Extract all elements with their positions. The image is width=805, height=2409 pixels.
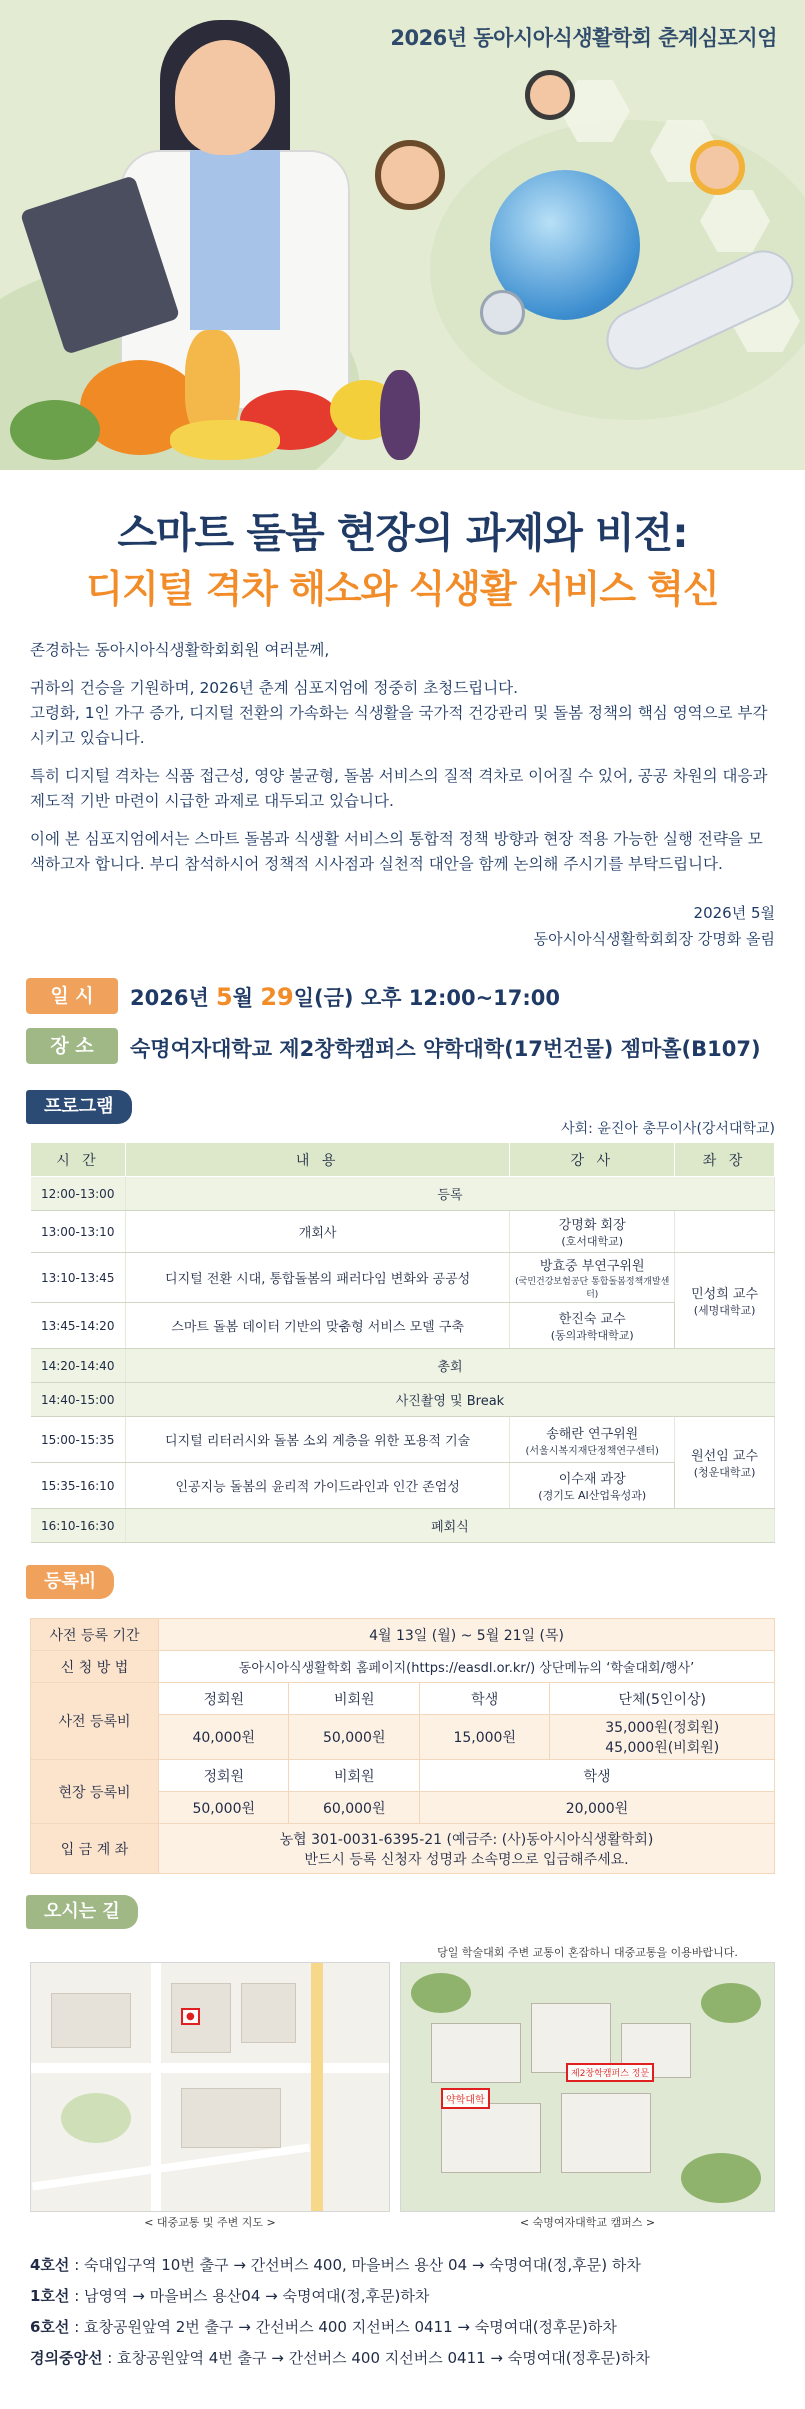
- campus-gate-marker: 제2창학캠퍼스 정문: [566, 2063, 654, 2082]
- fee-table: [30, 1618, 775, 1874]
- map-park: [61, 2093, 131, 2143]
- pharmacy-building-marker: 약학대학: [441, 2088, 490, 2109]
- map-main-road: [311, 1963, 323, 2212]
- venue-marker: ●: [181, 2008, 200, 2025]
- letter-signer: 동아시아식생활학회회장 강명화 올림: [533, 930, 775, 948]
- map-tree: [411, 1973, 471, 2013]
- girl-illustration: [690, 140, 745, 195]
- column-header-speaker: 강 사: [510, 1143, 675, 1177]
- table-row: 14:20-14:40 총회: [31, 1349, 775, 1383]
- map-road: [151, 1963, 161, 2212]
- table-row: 12:00-13:00 등록: [31, 1177, 775, 1211]
- boy-with-glasses-illustration: [375, 140, 445, 210]
- campus-map: [400, 1962, 775, 2212]
- map-building: [181, 2088, 281, 2148]
- transit-routes: [30, 2250, 790, 2374]
- date-label-tag: 일 시: [26, 978, 118, 1014]
- table-row: 13:00-13:10 개회사 강명화 회장 (호서대학교): [31, 1211, 775, 1253]
- broccoli-illustration: [10, 400, 100, 460]
- chair-cell: 민성희 교수 (세명대학교): [675, 1253, 775, 1349]
- map-road: [31, 2063, 390, 2073]
- map-building: [171, 1983, 231, 2053]
- event-venue: 숙명여자대학교 제2창학캠퍼스 약학대학(17번건물) 젬마홀(B107): [130, 1037, 761, 1061]
- invitation-letter: [30, 638, 775, 890]
- program-table: [30, 1142, 775, 1543]
- map-building: [51, 1993, 131, 2048]
- table-row: 40,000원 50,000원 15,000원 35,000원(정회원) 45,000원(비회원): [31, 1715, 775, 1760]
- letter-paragraph: 특히 디지털 격차는 식품 접근성, 영양 불균형, 돌봄 서비스의 질적 격차로 이어질 수 있어, 공공 차원의 대응과 제도적 기반 마련이 시급한 과제로 대두되고 있습니다.: [30, 767, 768, 810]
- woman-illustration-shirt: [190, 150, 280, 330]
- map-road: [32, 2144, 310, 2191]
- table-row: 13:10-13:45 디지털 전환 시대, 통합돌봄의 패러다임 변화와 공공성 방효중 부연구위원 (국민건강보험공단 통합돌봄정책개발센터) 민성희 교수 (세명대학교): [31, 1253, 775, 1303]
- hero-banner: [0, 0, 805, 470]
- headline-sub: 디지털 격차 해소와 식생활 서비스 혁신: [86, 567, 719, 611]
- table-row: 13:45-14:20 스마트 돌봄 데이터 기반의 맞춤형 서비스 모델 구축 한진숙 교수 (동의과학대학교): [31, 1303, 775, 1349]
- table-row: 현장 등록비 정회원 비회원 학생: [31, 1760, 775, 1792]
- child-illustration: [525, 70, 575, 120]
- letter-paragraph: 귀하의 건승을 기원하며, 2026년 춘계 심포지엄에 정중히 초청드립니다. 고령화, 1인 가구 증가, 디지털 전환의 가속화는 식생활을 국가적 건강관리 및 돌봄 정책의 핵심 영역으로 부각시키고 있습니다.: [30, 679, 768, 747]
- program-header-row: [31, 1143, 775, 1177]
- campus-building: [441, 2103, 541, 2173]
- table-row: 14:40-15:00 사진촬영 및 Break: [31, 1383, 775, 1417]
- fee-section-title: 등록비: [26, 1565, 114, 1599]
- letter-paragraph: 이에 본 심포지엄에서는 스마트 돌봄과 식생활 서비스의 통합적 정책 방향과 현장 적용 가능한 실행 전략을 모색하고자 합니다. 부디 참석하시어 정책적 시사점과 실천적 대안을 함께 논의해 주시기를 부탁드립니다.: [30, 830, 763, 873]
- list-item: 경의중앙선 : 효창공원앞역 4번 출구 → 간선버스 400 지선버스 0411 → 숙명여대(정후문)하차: [30, 2349, 650, 2367]
- eggplant-illustration: [380, 370, 420, 460]
- campus-building: [561, 2093, 651, 2173]
- venue-label-tag: 장 소: [26, 1028, 118, 1064]
- table-row: 사전 등록비 정회원 비회원 학생 단체(5인이상): [31, 1683, 775, 1715]
- campus-building: [431, 2023, 521, 2083]
- area-map: [30, 1962, 390, 2212]
- directions-section-title: 오시는 길: [26, 1895, 138, 1929]
- hero-title: 2026년 동아시아식생활학회 춘계심포지엄: [390, 26, 777, 50]
- map-building: [241, 1983, 296, 2043]
- table-row: 16:10-16:30 폐회식: [31, 1509, 775, 1543]
- column-header-chair: 좌 장: [675, 1143, 775, 1177]
- table-row: 15:00-15:35 디지털 리터러시와 돌봄 소외 계층을 위한 포용적 기술 송해란 연구위원 (서울시복지재단정책연구센터) 원선임 교수 (청운대학교): [31, 1417, 775, 1463]
- area-map-caption: < 대중교통 및 주변 지도 >: [144, 2216, 276, 2229]
- chair-cell: 원선임 교수 (청운대학교): [675, 1417, 775, 1509]
- banana-illustration: [170, 420, 280, 460]
- program-section-title: 프로그램: [26, 1090, 132, 1124]
- table-row: 입 금 계 좌 농협 301-0031-6395-21 (예금주: (사)동아시아식생활학회) 반드시 등록 신청자 성명과 소속명으로 입금해주세요.: [31, 1824, 775, 1874]
- woman-illustration-face: [175, 40, 275, 155]
- robot-illustration: [480, 290, 525, 335]
- letter-signature: [534, 900, 775, 952]
- letter-date: 2026년 5월: [693, 904, 775, 922]
- table-row: 15:35-16:10 인공지능 돌봄의 윤리적 가이드라인과 인간 존엄성 이수재 과장 (경기도 AI산업육성과): [31, 1463, 775, 1509]
- program-moderator: 사회: 윤진아 총무이사(강서대학교): [561, 1121, 775, 1137]
- table-row: 사전 등록 기간 4월 13일 (월) ~ 5월 21일 (목): [31, 1619, 775, 1651]
- letter-greeting: 존경하는 동아시아식생활학회회원 여러분께,: [30, 641, 330, 659]
- list-item: 1호선 : 남영역 → 마을버스 용산04 → 숙명여대(정,후문)하차: [30, 2287, 430, 2305]
- column-header-content: 내 용: [125, 1143, 509, 1177]
- list-item: 6호선 : 효창공원앞역 2번 출구 → 간선버스 400 지선버스 0411 → 숙명여대(정후문)하차: [30, 2318, 617, 2336]
- map-tree: [681, 2153, 761, 2203]
- map-tree: [701, 1983, 761, 2023]
- list-item: 4호선 : 숙대입구역 10번 출구 → 간선버스 400, 마을버스 용산 04 → 숙명여대(정,후문) 하차: [30, 2256, 641, 2274]
- table-row: 50,000원 60,000원 20,000원: [31, 1792, 775, 1824]
- bank-account: 농협 301-0031-6395-21 (예금주: (사)동아시아식생활학회): [279, 1831, 654, 1848]
- column-header-time: 시 간: [31, 1143, 126, 1177]
- campus-map-caption: < 숙명여자대학교 캠퍼스 >: [519, 2216, 656, 2229]
- traffic-notice: 당일 학술대회 주변 교통이 혼잡하니 대중교통을 이용바랍니다.: [437, 1946, 738, 1959]
- event-date: 2026년 5월 29일(금) 오후 12:00~17:00: [130, 983, 561, 1011]
- headline-main: 스마트 돌봄 현장의 과제와 비전:: [117, 509, 688, 557]
- table-row: 신 청 방 법 동아시아식생활학회 홈페이지(https://easdl.or.kr/) 상단메뉴의 ‘학술대회/행사’: [31, 1651, 775, 1683]
